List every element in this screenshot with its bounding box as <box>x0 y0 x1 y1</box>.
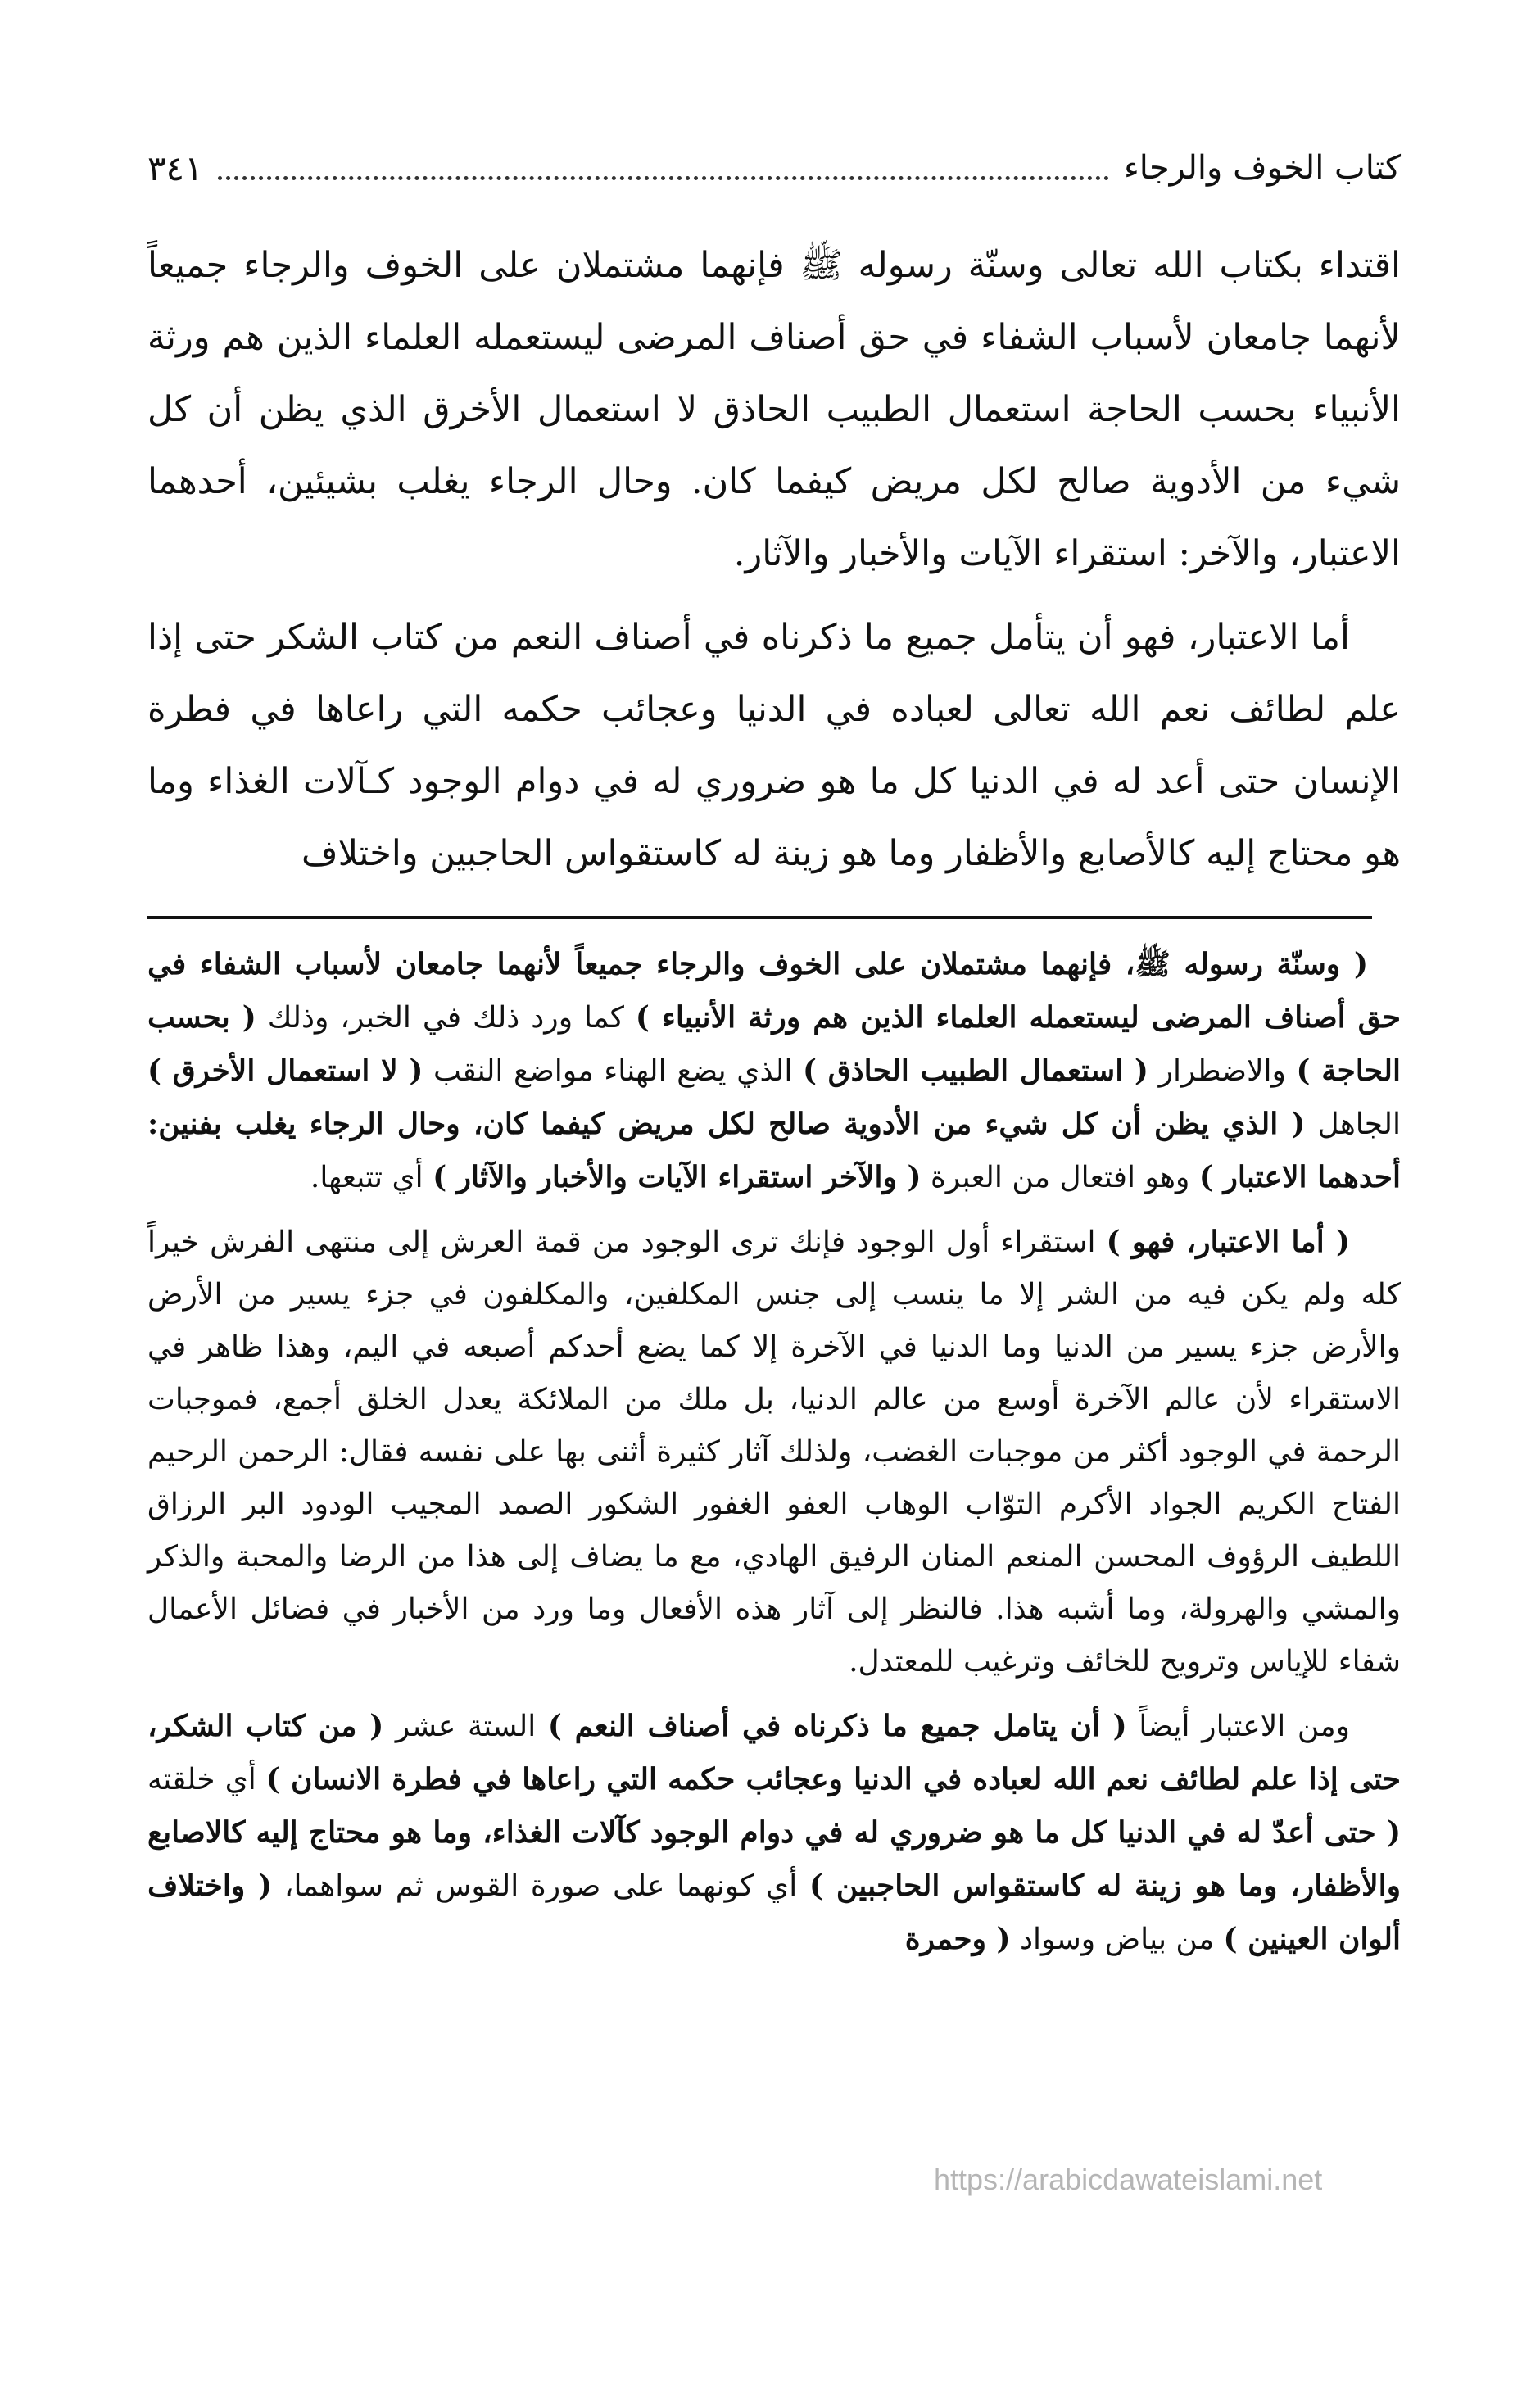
watermark-url: https://arabicdawateislami.net <box>934 2163 1323 2196</box>
leader-dots <box>218 176 1109 180</box>
quoted-text: ( أما الاعتبار، فهو ) <box>1106 1225 1350 1259</box>
commentary-text: من بياض وسواد <box>1010 1923 1224 1956</box>
commentary-text: أي خلقته <box>147 1763 266 1796</box>
quoted-text: ( أن يتامل جميع ما ذكرناه في أصناف النعم ) <box>547 1709 1127 1743</box>
quoted-text: ( استعمال الطبيب الحاذق ) <box>802 1053 1148 1088</box>
commentary-paragraph <box>147 938 1401 1204</box>
commentary-paragraph <box>147 1700 1401 1966</box>
commentary-text: وهو افتعال من العبرة <box>921 1161 1199 1194</box>
commentary-text: كما ورد ذلك في الخبر، وذلك <box>256 1001 636 1035</box>
running-header <box>147 139 1401 197</box>
commentary-text: الجاهل <box>1305 1108 1401 1141</box>
quoted-text: ( حتى أعدّ له في الدنيا كل ما هو ضروري له في دوام الوجود كآلات الغذاء، وما هو محتاج إليه كالاصابع والأظفار، وما هو زينة له كاستقواس الحاجبين ) <box>147 1815 1401 1903</box>
commentary-text: استقراء أول الوجود فإنك ترى الوجود من قمة العرش إلى منتهى الفرش خيراً كله ولم يكن فيه من الشر إلا ما ينسب إلى جنس المكلفين، والمكلفون في جزء يسير من الأرض والأرض جزء يسير من الدنيا وما الدنيا في الآخرة إلا كما يضع أحدكم أصبعه في اليم، وهذا ظاهر في الاستقراء لأن عالم الآخرة أوسع من عالم الدنيا، بل ملك من الملائكة يعدل الخلق أجمع، فموجبات الرحمة في الوجود أكثر من موجبات الغضب، ولذلك آثار كثيرة أثنى بها على نفسه فقال: الرحمن الرحيم الفتاح الكريم الجواد الأكرم التوّاب الوهاب العفو الغفور الشكور الصمد المجيب الودود البر الرزاق اللطيف الرؤوف المحسن المنعم المنان الرفيق الهادي، مع ما يضاف إلى هذا من الرضا والمحبة والذكر والمشي والهرولة، وما أشبه هذا. فالنظر إلى آثار هذه الأفعال وما ورد من الأخبار في فضائل الأعمال شفاء للإياس وترويح للخائف وترغيب للمعتدل. <box>147 1225 1401 1679</box>
quoted-text: ( وحمرة <box>904 1922 1011 1956</box>
commentary <box>147 938 1401 1966</box>
main-paragraph: اقتداء بكتاب الله تعالى وسنّة رسوله ﷺ فإنهما مشتملان على الخوف والرجاء جميعاً لأنهما جامعان لأسباب الشفاء في حق أصناف المرضى ليستعمله العلماء الذين هم ورثة الأنبياء بحسب الحاجة استعمال الطبيب الحاذق لا استعمال الأخرق الذي يظن أن كل شيء من الأدوية صالح لكل مريض كيفما كان. وحال الرجاء يغلب بشيئين، أحدهما الاعتبار، والآخر: استقراء الآيات والأخبار والآثار. <box>147 245 1401 574</box>
commentary-text: ومن الاعتبار أيضاً <box>1126 1710 1350 1743</box>
main-paragraph: أما الاعتبار، فهو أن يتأمل جميع ما ذكرناه في أصناف النعم من كتاب الشكر حتى إذا علم لطائف نعم الله تعالى لعباده في الدنيا وعجائب حكمه التي راعاها في فطرة الإنسان حتى أعد له في الدنيا كل ما هو ضروري له في دوام الوجود كـآلات الغذاء وما هو محتاج إليه كالأصابع والأظفار وما هو زينة له كاستقواس الحاجبين واختلاف <box>147 617 1401 874</box>
commentary-text: والاضطرار <box>1148 1054 1297 1088</box>
commentary-text: أي تتبعها. <box>310 1161 433 1194</box>
page-number: ٣٤١ <box>147 147 203 188</box>
quoted-text: ( من كتاب الشكر، حتى إذا علم لطائف نعم الله لعباده في الدنيا وعجائب حكمه التي راعاها في فطرة الانسان ) <box>147 1709 1402 1796</box>
quoted-text: ( بحسب الحاجة ) <box>147 1000 1401 1088</box>
commentary-text: الذي يضع الهناء مواضع النقب <box>423 1054 803 1088</box>
chapter-title: كتاب الخوف والرجاء <box>1123 149 1401 187</box>
commentary-paragraph <box>147 1216 1401 1688</box>
quoted-text: ( لا استعمال الأخرق ) <box>147 1053 424 1088</box>
quoted-text: ( والآخر استقراء الآيات والأخبار والآثار ) <box>433 1160 922 1194</box>
main-text <box>147 229 1401 890</box>
commentary-text: أي كونهما على صورة القوس ثم سواهما، <box>272 1869 809 1903</box>
quoted-text: ( واختلاف ألوان العينين ) <box>147 1869 1401 1956</box>
quoted-text: ( الذي يظن أن كل شيء من الأدوية صالح لكل مريض كيفما كان، وحال الرجاء يغلب بفنين: أحدهما الاعتبار ) <box>147 1107 1401 1194</box>
commentary-text: الستة عشر <box>383 1710 548 1743</box>
quoted-text: ( وسنّة رسوله ﷺ، فإنهما مشتملان على الخوف والرجاء جميعاً لأنهما جامعان لأسباب الشفاء في حق أصناف المرضى ليستعمله العلماء الذين هم ورثة الأنبياء ) <box>147 947 1401 1035</box>
commentary-divider <box>147 916 1372 919</box>
